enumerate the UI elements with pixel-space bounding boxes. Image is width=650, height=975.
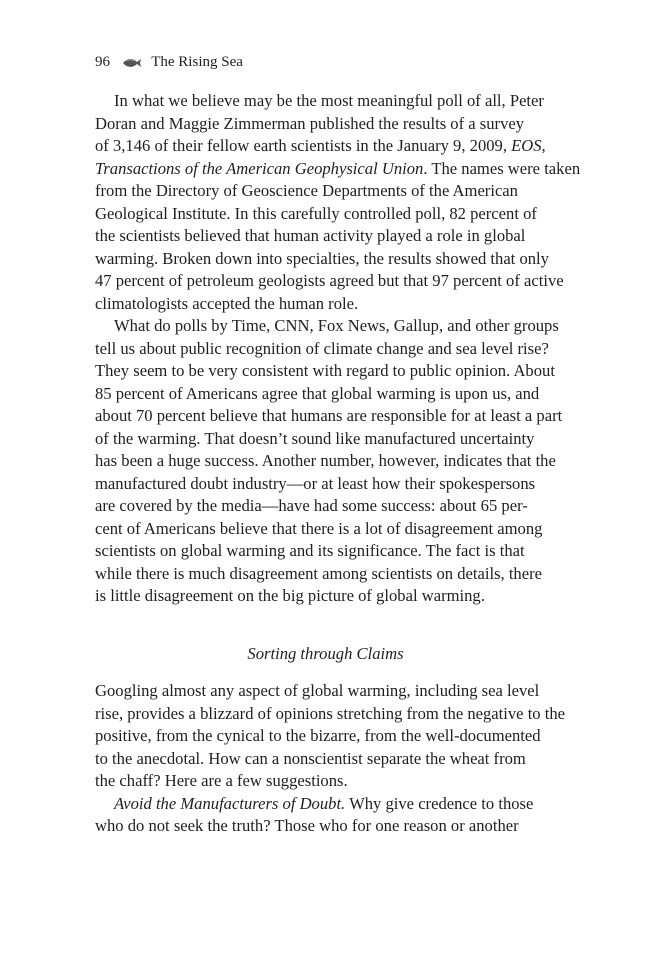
text-line: about 70 percent believe that humans are responsible for at least a part bbox=[95, 406, 563, 425]
body-text bbox=[95, 90, 581, 838]
book-title: The Rising Sea bbox=[151, 54, 243, 70]
text-line: tell us about public recognition of climate change and sea level rise? bbox=[95, 338, 549, 358]
text-line: Transactions of the American Geophysical Union. The names were taken bbox=[95, 158, 581, 178]
paragraph-public-opinion bbox=[95, 315, 563, 608]
section-heading: Sorting through Claims bbox=[247, 643, 404, 663]
text-line: to the anecdotal. How can a nonscientist separate the wheat from bbox=[95, 748, 526, 768]
text-line: the chaff? Here are a few suggestions. bbox=[95, 771, 348, 790]
run-in-heading: Avoid the Manufacturers of Doubt. bbox=[114, 793, 346, 813]
text-line: positive, from the cynical to the bizarre, from the well-documented bbox=[95, 726, 541, 745]
text-line: They seem to be very consistent with regard to public opinion. About bbox=[95, 361, 555, 380]
text-line: rise, provides a blizzard of opinions stretching from the negative to the bbox=[95, 703, 566, 723]
text-line: while there is much disagreement among scientists on details, there bbox=[95, 563, 542, 583]
text-line: cent of Americans believe that there is a lot of disagreement among bbox=[95, 518, 543, 538]
fish-ornament-icon bbox=[122, 55, 142, 75]
paragraph-googling bbox=[95, 680, 566, 793]
text-line: the scientists believed that human activity played a role in global bbox=[95, 226, 526, 245]
text-line: who do not seek the truth? Those who for one reason or another bbox=[95, 816, 519, 835]
text-line: 85 percent of Americans agree that global warming is upon us, and bbox=[95, 383, 540, 403]
journal-title-italic: EOS, bbox=[511, 136, 546, 155]
paragraph-avoid-doubt bbox=[95, 793, 556, 838]
text-line: Avoid the Manufacturers of Doubt. Why give credence to those bbox=[114, 793, 534, 813]
page-number: 96 bbox=[95, 54, 110, 70]
text-line: warming. Broken down into specialties, the results showed that only bbox=[95, 248, 549, 268]
journal-title-italic: Transactions of the American Geophysical Union bbox=[95, 158, 424, 178]
text-line: 47 percent of petroleum geologists agreed but that 97 percent of active bbox=[95, 271, 564, 290]
text-line: manufactured doubt industry—or at least how their spokespersons bbox=[95, 473, 536, 493]
text-line: climatologists accepted the human role. bbox=[95, 293, 359, 313]
text-line: of the warming. That doesn’t sound like manufactured uncertainty bbox=[95, 428, 535, 448]
text-line: of 3,146 of their fellow earth scientists in the January 9, 2009, EOS, bbox=[95, 136, 546, 155]
text-line: scientists on global warming and its significance. The fact is that bbox=[95, 541, 525, 560]
text-line: In what we believe may be the most meaningful poll of all, Peter bbox=[114, 91, 544, 110]
running-head bbox=[95, 52, 243, 75]
text-line: What do polls by Time, CNN, Fox News, Gallup, and other groups bbox=[114, 316, 559, 335]
text-line: Googling almost any aspect of global warming, including sea level bbox=[95, 681, 540, 700]
text-line: from the Directory of Geoscience Departments of the American bbox=[95, 181, 518, 200]
text-line: has been a huge success. Another number, however, indicates that the bbox=[95, 451, 556, 470]
paragraph-poll bbox=[95, 90, 581, 315]
text-line: Geological Institute. In this carefully controlled poll, 82 percent of bbox=[95, 203, 537, 223]
text-line: are covered by the media—have had some success: about 65 per- bbox=[95, 496, 528, 515]
text-line: Doran and Maggie Zimmerman published the results of a survey bbox=[95, 113, 525, 133]
text-line: is little disagreement on the big picture of global warming. bbox=[95, 586, 485, 605]
